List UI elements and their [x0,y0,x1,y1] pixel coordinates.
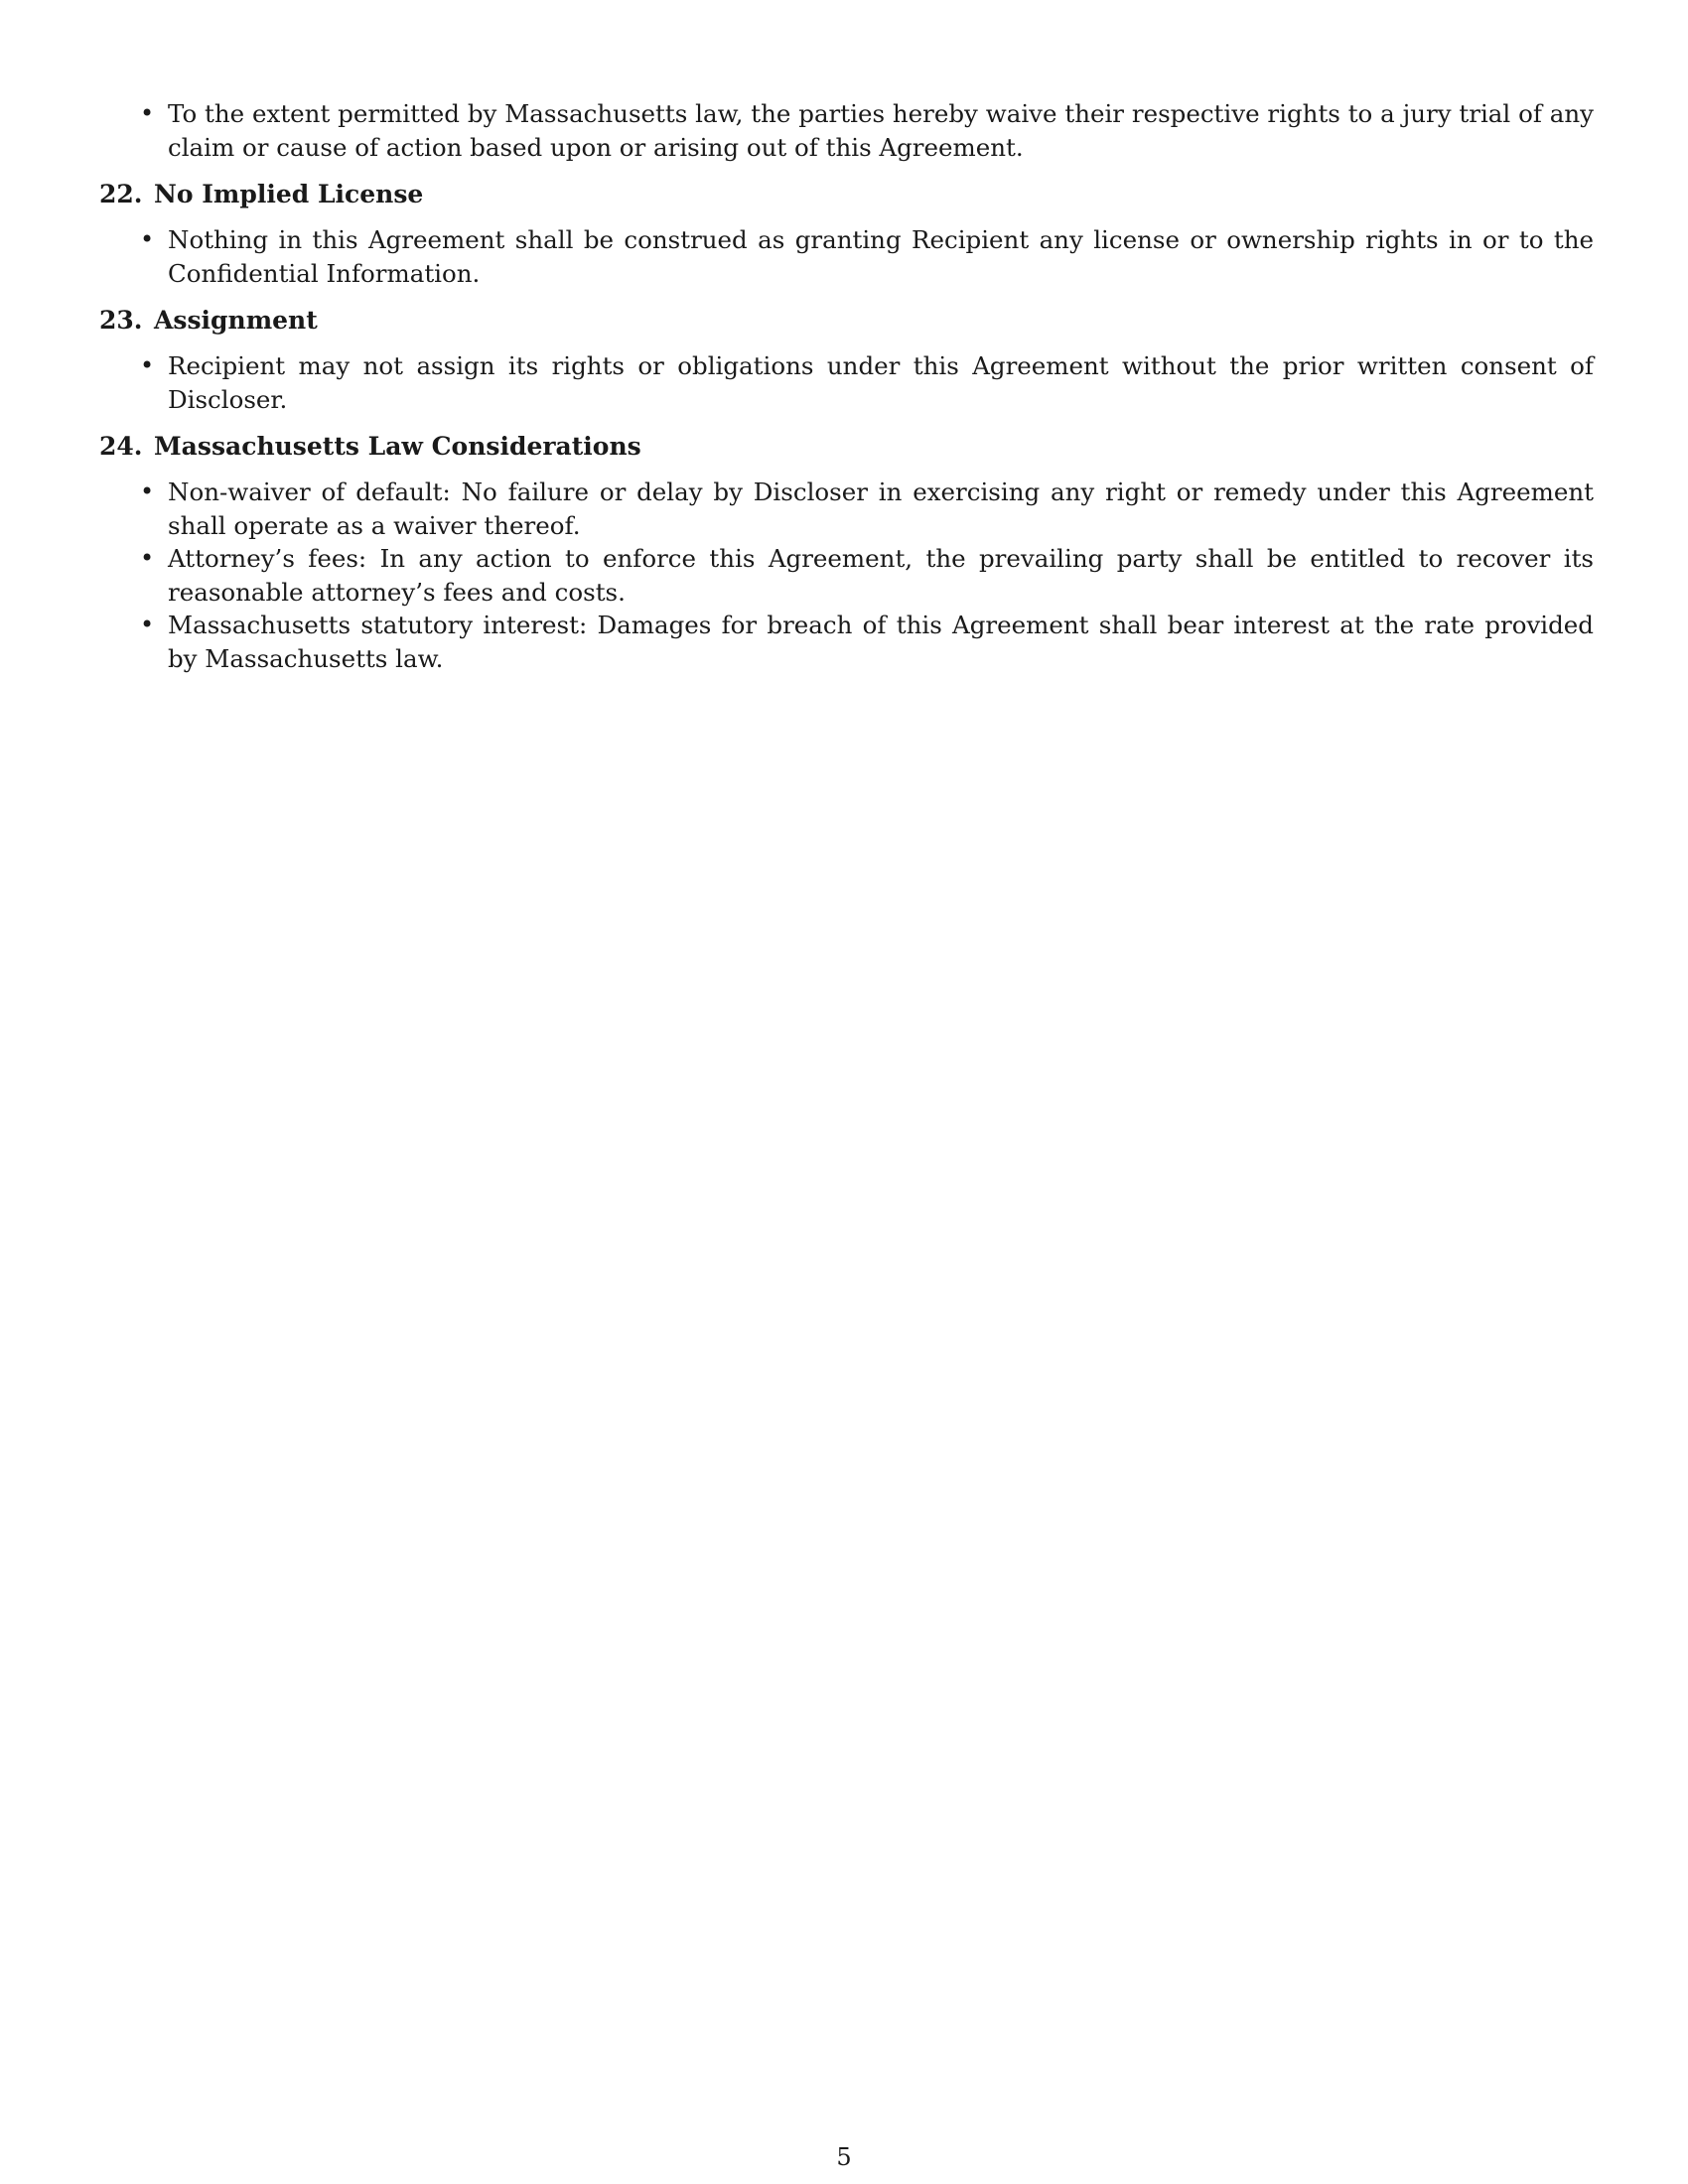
section-number: 23. [99,306,143,335]
section-23 [99,304,1594,416]
list-item [99,97,1594,164]
bullet-icon: • [140,478,155,505]
section-24 [99,430,1594,675]
bullet-text: Non-waiver of default: No failure or delay by Discloser in exercising any right or remedy under this Agreement shall operate as a waiver thereof. [168,478,1594,540]
bullet-text: Recipient may not assign its rights or obligations under this Agreement without the prior written consent of Discloser. [168,351,1594,414]
bullet-icon: • [140,544,155,572]
bullet-icon: • [140,225,155,253]
section-bullet-list [99,349,1594,416]
list-item [99,349,1594,416]
bullet-text: Attorney’s fees: In any action to enforce this Agreement, the prevailing party shall be entitled to recover its reasonable attorney’s fees and costs. [168,544,1594,607]
bullet-text: Massachusetts statutory interest: Damages for breach of this Agreement shall bear interest at the rate provided by Massachusetts law. [168,611,1594,673]
section-title: No Implied License [154,180,424,208]
intro-bullet-list [99,97,1594,164]
section-bullet-list [99,223,1594,290]
section-heading [99,304,1594,337]
list-item [99,223,1594,290]
bullet-icon: • [140,99,155,127]
section-heading [99,178,1594,210]
document-page [99,97,1594,675]
bullet-text: To the extent permitted by Massachusetts law, the parties hereby waive their respective rights to a jury trial of any claim or cause of action based upon or arising out of this Agreement. [168,99,1594,162]
list-item [99,542,1594,609]
page-number: 5 [836,2143,852,2171]
list-item [99,476,1594,542]
section-number: 24. [99,432,143,461]
section-22 [99,178,1594,290]
section-title: Assignment [154,306,318,335]
bullet-icon: • [140,351,155,379]
section-number: 22. [99,180,143,208]
section-heading [99,430,1594,463]
list-item [99,609,1594,675]
bullet-text: Nothing in this Agreement shall be construed as granting Recipient any license or ownership rights in or to the Confidential Information. [168,225,1594,288]
bullet-icon: • [140,611,155,638]
section-bullet-list [99,476,1594,675]
section-title: Massachusetts Law Considerations [154,432,641,461]
